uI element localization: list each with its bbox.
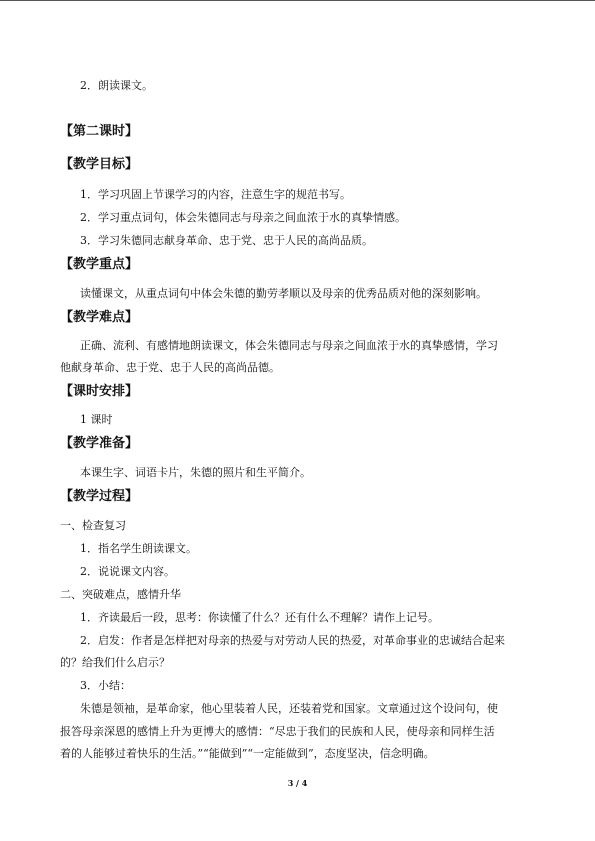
text-line: 2．朗读课文。 — [80, 79, 153, 92]
text-line: 他献身革命、忠于党、忠于人民的高尚品德。 — [60, 361, 280, 374]
text-line: 2．启发：作者是怎样把对母亲的热爱与对劳动人民的热爱，对革命事业的忠诚结合起来 — [80, 634, 505, 647]
text-line: 2．说说课文内容。 — [80, 565, 175, 578]
section-heading-difficulties: 【教学难点】 — [60, 310, 139, 325]
text-line: 1 课时 — [80, 413, 113, 426]
section-heading-preparation: 【教学准备】 — [60, 436, 139, 451]
section-heading-key-points: 【教学重点】 — [60, 257, 139, 272]
text-line: 1．指名学生朗读课文。 — [80, 542, 197, 555]
text-line: 1．学习巩固上节课学习的内容，注意生字的规范书写。 — [80, 188, 351, 201]
text-line: 的？给我们什么启示？ — [60, 656, 170, 669]
page-top-rule — [0, 0, 595, 1]
text-line: 2．学习重点词句，体会朱德同志与母亲之间血浓于水的真挚情感。 — [80, 211, 406, 224]
text-line: 正确、流利、有感情地朗读课文，体会朱德同志与母亲之间血浓于水的真挚感情，学习 — [80, 339, 498, 352]
text-line: 二、突破难点，感情升华 — [60, 588, 181, 601]
text-line: 读懂课文，从重点词句中体会朱德的勤劳孝顺以及母亲的优秀品质对他的深刻影响。 — [80, 287, 487, 300]
text-line: 本课生字、词语卡片，朱德的照片和生平简介。 — [80, 466, 311, 479]
section-heading-objectives: 【教学目标】 — [60, 157, 139, 172]
text-line: 1．齐读最后一段，思考：你读懂了什么？还有什么不理解？请作上记号。 — [80, 611, 439, 624]
section-heading-process: 【教学过程】 — [60, 489, 139, 504]
text-line: 着的人能够过着快乐的生活。”“能做到”“一定能做到”，态度坚决，信念明确。 — [60, 747, 435, 760]
text-line: 一、检查复习 — [60, 519, 126, 532]
text-line: 报答母亲深恩的感情上升为更博大的感情：“尽忠于我们的民族和人民，使母亲和同样生活 — [60, 725, 495, 738]
section-heading-schedule: 【课时安排】 — [60, 384, 139, 399]
text-line: 3．小结： — [80, 679, 131, 692]
page-number: 3 / 4 — [287, 778, 308, 788]
text-line: 朱德是领袖，是革命家，他心里装着人民，还装着党和国家。文章通过这个设问句，使 — [80, 702, 498, 715]
section-heading-second-lesson: 【第二课时】 — [60, 124, 139, 139]
text-line: 3．学习朱德同志献身革命、忠于党、忠于人民的高尚品质。 — [80, 234, 373, 247]
